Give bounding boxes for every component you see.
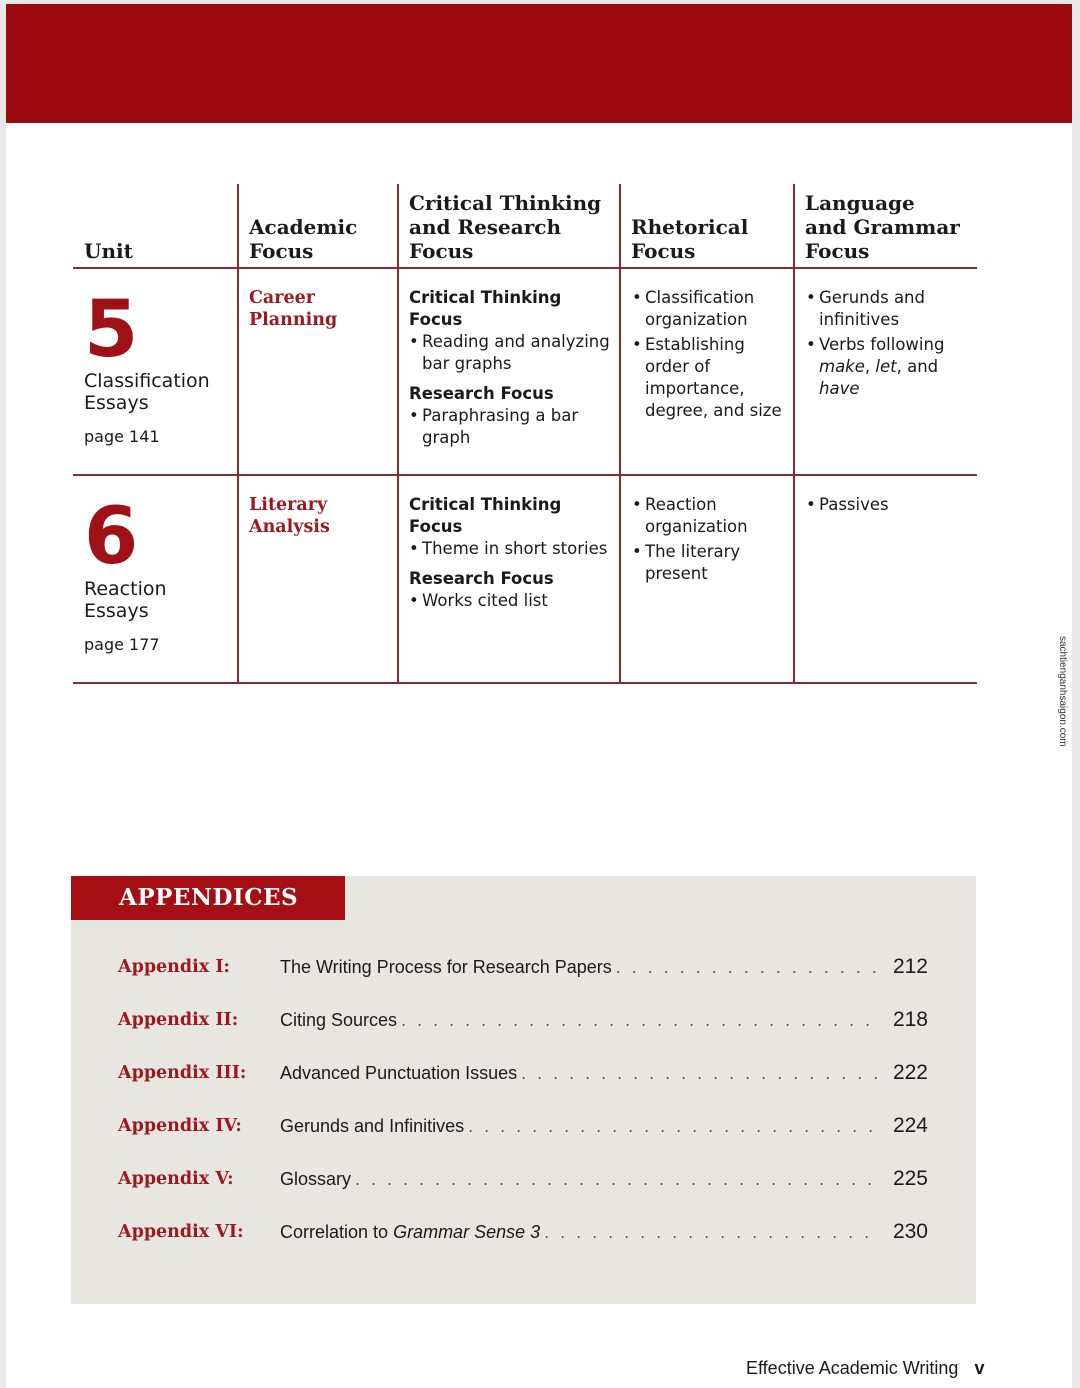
header-language-grammar: Language and Grammar Focus <box>805 191 960 263</box>
rhetorical-cell <box>632 287 787 422</box>
appendix-title: Gerunds and Infinitives . . . <box>280 1116 878 1137</box>
header-rhetorical-focus: Rhetorical Focus <box>631 215 749 263</box>
column-divider <box>237 184 239 683</box>
appendix-label: Appendix V: <box>118 1169 234 1189</box>
header-critical-thinking: Critical Thinking and Research Focus <box>409 191 602 263</box>
appendix-page: 225 <box>892 1167 928 1190</box>
list-item: • Gerunds and infinitives <box>806 287 966 331</box>
appendix-row[interactable] <box>118 1010 928 1040</box>
leader-dots <box>355 1169 878 1190</box>
appendices-title: APPENDICES <box>119 884 299 911</box>
appendix-title: The Writing Process for Research Papers . . . <box>280 957 878 978</box>
appendix-row[interactable] <box>118 1063 928 1093</box>
language-cell <box>806 287 966 400</box>
header-academic-focus: Academic Focus <box>249 215 358 263</box>
bottom-rule <box>73 682 977 684</box>
column-divider <box>619 184 621 683</box>
list-item: • Passives <box>806 494 966 516</box>
unit-number: 5 <box>84 285 139 375</box>
unit-page: page 177 <box>84 635 160 654</box>
academic-focus: Literary Analysis <box>249 495 330 537</box>
column-divider <box>793 184 795 683</box>
research-heading: Research Focus <box>409 569 554 588</box>
appendix-title: Glossary . . . <box>280 1169 878 1190</box>
list-item: • Paraphrasing a bar graph <box>409 405 614 449</box>
appendix-label: Appendix III: <box>118 1063 247 1083</box>
unit-title: Classification Essays <box>84 370 210 414</box>
header-band <box>6 4 1072 123</box>
critical-thinking-heading: Critical Thinking Focus <box>409 495 562 536</box>
appendix-row[interactable] <box>118 957 928 987</box>
appendix-title: Advanced Punctuation Issues . . . <box>280 1063 878 1084</box>
leader-dots <box>544 1222 878 1243</box>
list-item: • Classification organization <box>632 287 787 331</box>
list-item: • Establishing order of importance, degree, and size <box>632 334 787 422</box>
appendix-page: 222 <box>892 1061 928 1084</box>
rhetorical-cell <box>632 494 787 585</box>
header-unit: Unit <box>84 239 133 263</box>
leader-dots <box>468 1116 878 1137</box>
critical-research-cell <box>409 287 614 457</box>
appendix-page: 218 <box>892 1008 928 1031</box>
list-item: • Theme in short stories <box>409 538 614 560</box>
leader-dots <box>401 1010 878 1031</box>
appendix-title: Correlation to Grammar Sense 3 . . . <box>280 1222 878 1243</box>
book-title: Effective Academic Writing <box>746 1358 959 1378</box>
leader-dots <box>521 1063 878 1084</box>
research-heading: Research Focus <box>409 384 554 403</box>
appendix-page: 230 <box>892 1220 928 1243</box>
appendix-row[interactable] <box>118 1169 928 1199</box>
page-number: v <box>974 1358 985 1378</box>
appendix-label: Appendix IV: <box>118 1116 242 1136</box>
appendix-label: Appendix VI: <box>118 1222 244 1242</box>
critical-research-cell <box>409 494 614 620</box>
appendix-page: 224 <box>892 1114 928 1137</box>
unit-title: Reaction Essays <box>84 578 167 622</box>
watermark: sachtienganhsaigon.com <box>1057 636 1068 747</box>
unit-number: 6 <box>84 492 139 582</box>
appendix-page: 212 <box>892 955 928 978</box>
appendix-row[interactable] <box>118 1222 928 1252</box>
appendix-label: Appendix II: <box>118 1010 239 1030</box>
column-divider <box>397 184 399 683</box>
list-item: • The literary present <box>632 541 787 585</box>
list-item: • Reaction organization <box>632 494 787 538</box>
row-rule <box>73 474 977 476</box>
appendix-row[interactable] <box>118 1116 928 1146</box>
list-item: • Works cited list <box>409 590 614 612</box>
leader-dots <box>616 957 878 978</box>
critical-thinking-heading: Critical Thinking Focus <box>409 288 562 329</box>
list-item: • Reading and analyzing bar graphs <box>409 331 614 375</box>
academic-focus: Career Planning <box>249 288 338 330</box>
language-cell <box>806 494 966 516</box>
appendix-title: Citing Sources . . . <box>280 1010 878 1031</box>
list-item: • Verbs following make, let, and have <box>806 334 966 400</box>
header-rule <box>73 267 977 269</box>
unit-page: page 141 <box>84 427 160 446</box>
appendix-label: Appendix I: <box>118 957 230 977</box>
page-footer <box>746 1358 984 1379</box>
